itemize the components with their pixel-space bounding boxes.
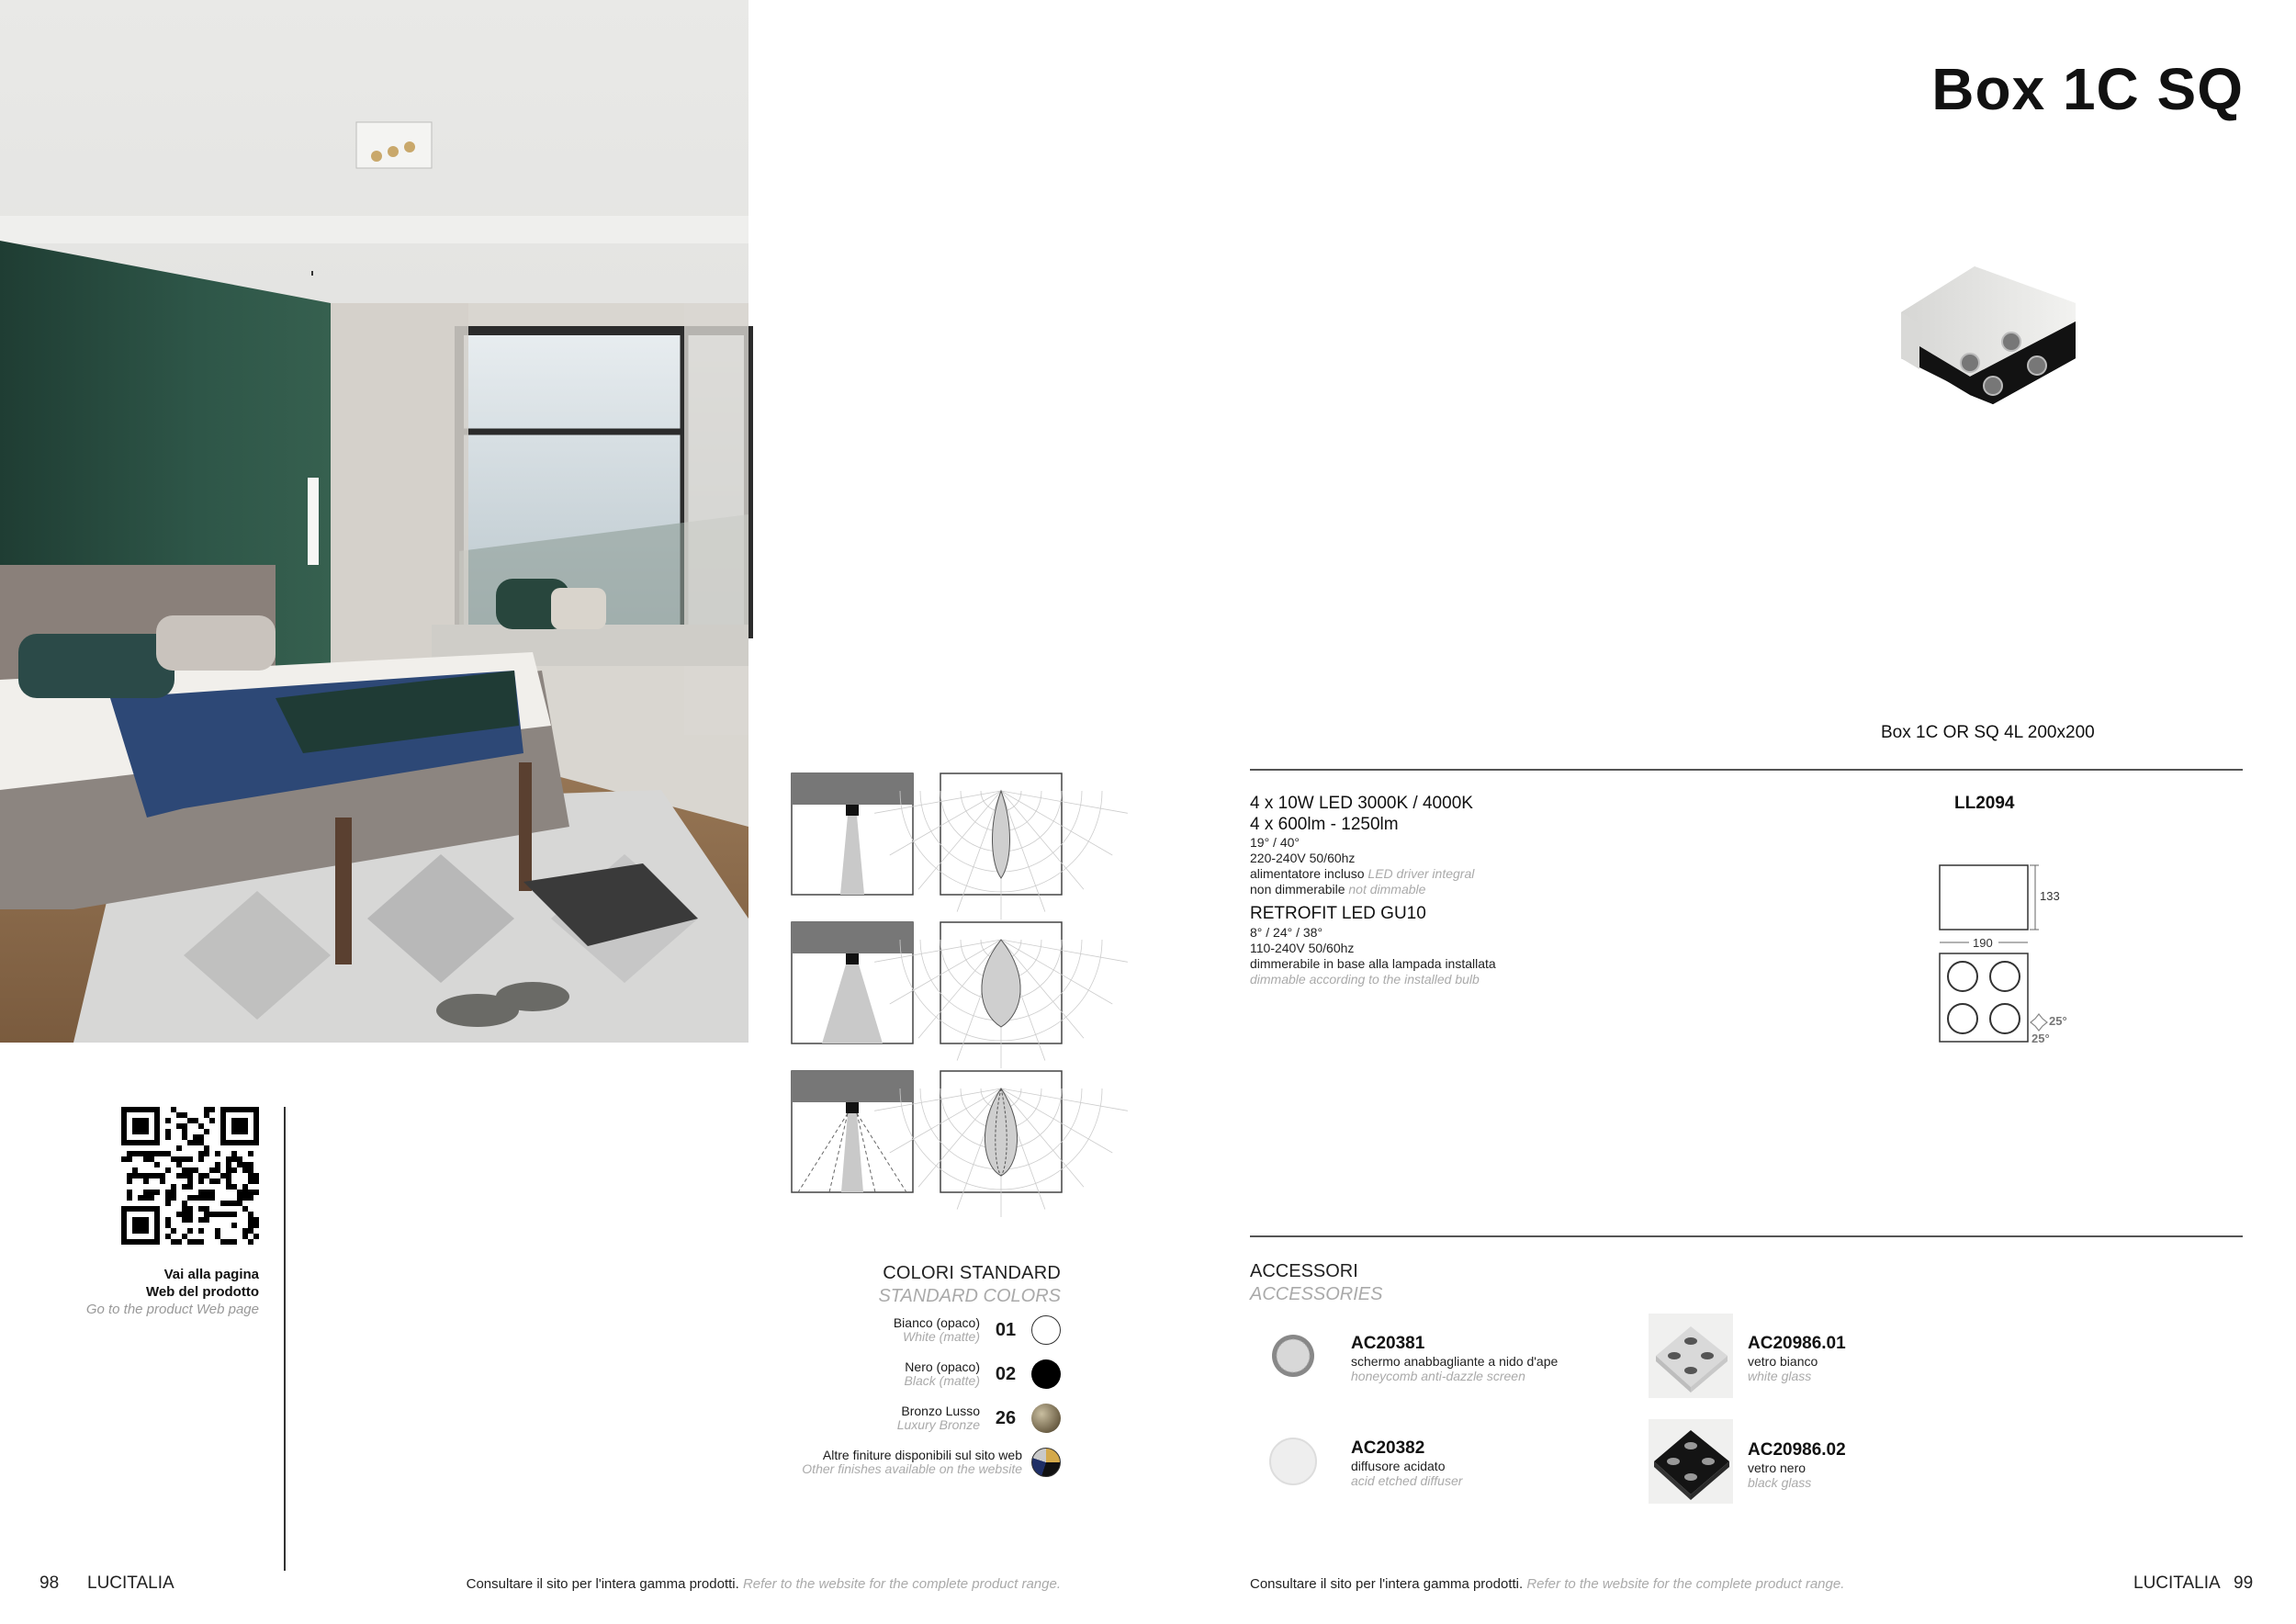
color-row-bronze [897,1402,1061,1435]
retrofit-title: RETROFIT LED GU10 [1250,904,1426,923]
accessory-desc: schermo anabbagliante a nido d'ape [1351,1354,1559,1369]
spec-lumen: 4 x 600lm - 1250lm [1250,815,1399,834]
accessory-desc-en: acid etched diffuser [1351,1473,1463,1488]
color-label: Bronzo Lusso [901,1404,980,1418]
beam-section-medium [791,921,914,1044]
spec-beam: 19° / 40° [1250,835,1300,850]
color-label-en: Luxury Bronze [896,1417,980,1432]
color-row-white [894,1314,1061,1347]
color-swatch-white [1031,1315,1061,1345]
accessory-image-diffuser [1251,1419,1335,1504]
color-label: Bianco (opaco) [893,1315,980,1330]
dim-width: 190 [1973,936,1993,950]
spec-power: 4 x 10W LED 3000K / 4000K [1250,794,1473,813]
footer-note-it: Consultare il sito per l'intera gamma prodotti. [466,1576,739,1592]
bedroom-photo [0,0,748,1043]
color-label-en: White (matte) [902,1329,980,1344]
polar-diagram-multi [940,1070,1063,1193]
footer-note-left [467,1576,1061,1592]
accessory-code: AC20382 [1351,1438,1425,1458]
dim-height: 133 [2040,889,2060,903]
tilt-x: 25° [2049,1014,2067,1028]
accessory-code: AC20986.02 [1748,1440,1846,1460]
qr-caption-line3: Go to the product Web page [85,1302,259,1317]
retrofit-dimming-en: dimmable according to the installed bulb [1250,972,1480,987]
colors-title: COLORI STANDARD [883,1263,1061,1283]
brand-right: LUCITALIA [2133,1573,2221,1593]
spec-block [1250,793,1496,987]
polar-diagram-narrow [940,773,1063,896]
other-finishes-label: Altre finiture disponibili sul sito web [822,1448,1022,1462]
qr-code[interactable] [121,1107,259,1245]
accessory-desc-en: honeycomb anti-dazzle screen [1351,1369,1525,1383]
color-swatch-bronze [1031,1404,1061,1433]
accessories-subtitle: ACCESSORIES [1250,1284,1383,1304]
retrofit-dimming: dimmerabile in base alla lampada installata [1250,956,1496,971]
brand-left: LUCITALIA [87,1573,174,1593]
accessory-item [1351,1438,1462,1488]
color-code: 01 [995,1319,1017,1340]
page-title: Box 1C SQ [1931,56,2244,122]
qr-caption-line2: Web del prodotto [145,1284,259,1300]
beam-section-narrow [791,773,914,896]
product-image [1883,257,2094,459]
color-label: Nero (opaco) [905,1359,980,1374]
accessory-code: AC20381 [1351,1334,1425,1353]
accessories-heading [1250,1261,1382,1305]
tilt-y: 25° [2032,1032,2050,1045]
page-number-left: 98 [39,1573,60,1593]
color-row-other[interactable] [802,1446,1061,1479]
footer-note-it: Consultare il sito per l'intera gamma prodotti. [1250,1576,1524,1592]
footer-note-right [1250,1576,1844,1592]
accessory-desc: vetro nero [1748,1460,1806,1475]
spec-dimming: non dimmerabile not dimmable [1250,882,1426,897]
accessory-image-black-glass [1649,1419,1733,1504]
model-name: Box 1C OR SQ 4L 200x200 [1881,723,2095,742]
other-finishes-label-en: Other finishes available on the website [802,1461,1022,1476]
colors-subtitle: STANDARD COLORS [878,1286,1061,1306]
accessory-item [1748,1334,1846,1383]
accessory-item [1748,1440,1846,1490]
accessory-desc: vetro bianco [1748,1354,1818,1369]
page-number-right: 99 [2234,1573,2254,1593]
color-swatch-other [1031,1448,1061,1477]
beam-section-multi [791,1070,914,1193]
color-code: 02 [995,1363,1017,1384]
spec-divider-top [1250,769,2243,771]
accessory-item [1351,1334,1558,1383]
color-label-en: Black (matte) [904,1373,980,1388]
accessory-desc-en: black glass [1748,1475,1812,1490]
qr-caption-line1: Vai alla pagina [163,1267,259,1282]
colors-heading [878,1263,1061,1307]
product-code: LL2094 [1954,794,2015,813]
color-swatch-black [1031,1359,1061,1389]
accessory-image-honeycomb [1251,1314,1335,1398]
accessory-image-white-glass [1649,1314,1733,1398]
retrofit-beam: 8° / 24° / 38° [1250,925,1323,940]
footer-note-en: Refer to the website for the complete product range. [742,1576,1061,1592]
vertical-divider [284,1107,286,1571]
spec-driver: alimentatore incluso LED driver integral [1250,866,1475,881]
retrofit-voltage: 110-240V 50/60hz [1250,941,1355,955]
accessory-desc-en: white glass [1748,1369,1812,1383]
spec-divider-bottom [1250,1235,2243,1237]
polar-diagram-medium [940,921,1063,1044]
accessories-title: ACCESSORI [1250,1261,1358,1281]
color-row-black [905,1358,1061,1391]
technical-drawing [1938,854,2067,1047]
qr-caption [86,1266,259,1318]
color-code: 26 [995,1407,1017,1428]
footer-note-en: Refer to the website for the complete product range. [1526,1576,1845,1592]
spec-voltage: 220-240V 50/60hz [1250,851,1356,865]
accessory-code: AC20986.01 [1748,1334,1846,1353]
accessory-desc: diffusore acidato [1351,1459,1446,1473]
